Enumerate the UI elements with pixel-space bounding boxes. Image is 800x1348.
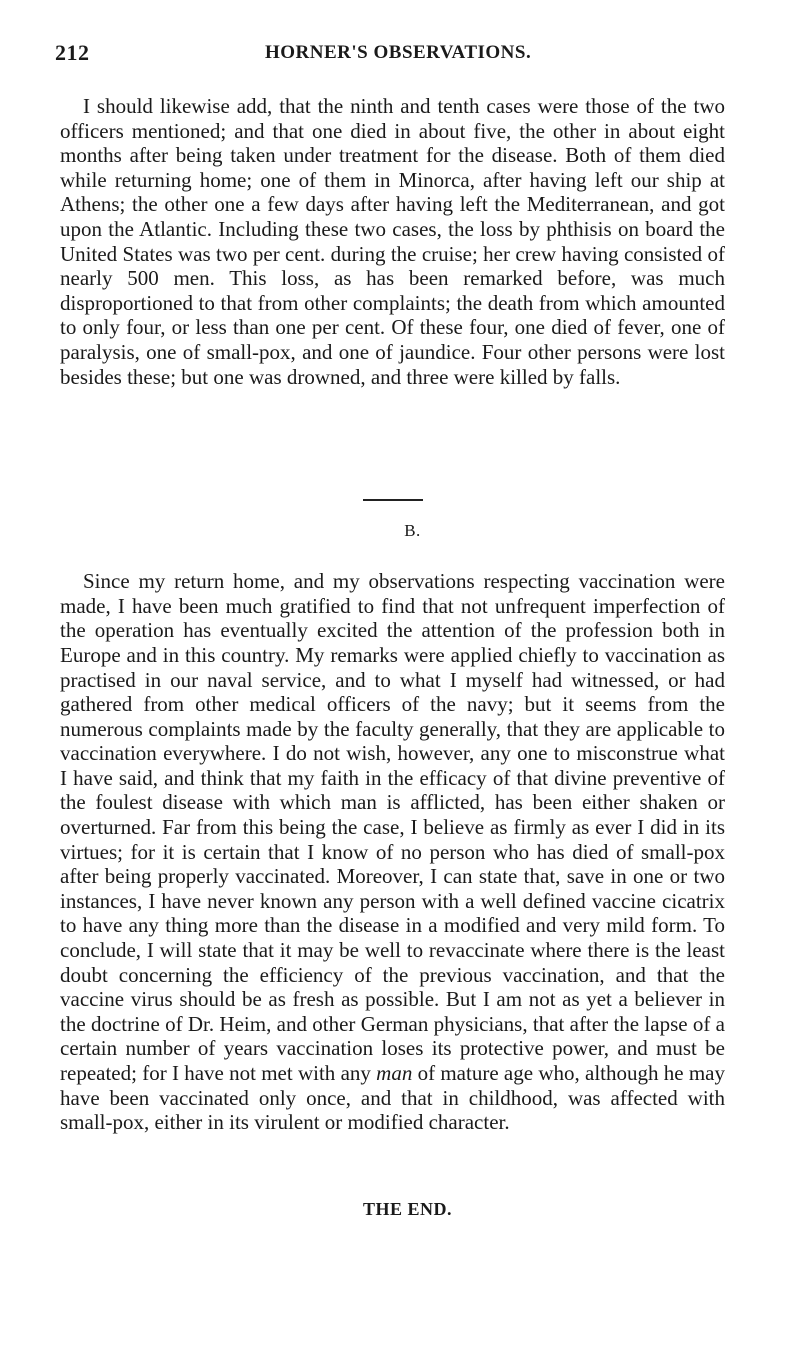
page-number: 212 [55, 40, 90, 65]
book-page [55, 40, 725, 1220]
vaccination-text-part-1: Since my return home, and my observations respecting vaccination were made, I have been much gratified to find that not unfrequent imperfection of the operation has eventually excited the attention of the profession both in Europe and in this country. My remarks were applied chiefly to vaccination as practised in our naval service, and to what I myself had witnessed, or had gathered from other medical officers of the navy; but it seems from the numerous complaints made by the faculty generally, that they are applicable to vaccination everywhere. I do not wish, however, any one to misconstrue what I have said, and think that my faith in the efficacy of that divine preventive of the foulest disease with which man is afflicted, has been either shaken or overturned. Far from this being the case, I believe as firmly as ever I did in its virtues; for it is certain that I know of no person who has died of small-pox after being properly vaccinated. Moreover, I can state that, save in one or two instances, I have never known any person with a well defined vaccine cicatrix to have any thing more than the disease in a modified and very mild form. To conclude, I will state that it may be well to revaccinate where there is the least doubt concerning the efficiency of the previous vaccination, and that the vaccine virus should be as fresh as possible. But I am not as yet a believer in the doctrine of Dr. Heim, and other German physicians, that after the lapse of a certain number of years vaccination loses its protective power, and must be repeated; for I have not met with any [60, 569, 725, 1085]
running-head [55, 40, 725, 74]
paragraph-phthisis-losses: I should likewise add, that the ninth and tenth cases were those of the two officers mentioned; and that one died in about five, the other in about eight months after being taken under treatment for the disease. Both of them died while returning home; one of them in Minorca, after having left our ship at Athens; the other one a few days after having left the Mediterranean, and got upon the Atlantic. Including these two cases, the loss by phthisis on board the United States was two per cent. during the cruise; her crew having consisted of nearly 500 men. This loss, as has been remarked before, was much disproportioned to that from other complaints; the death from which amounted to only four, or less than one per cent. Of these four, one died of fever, one of paralysis, one of small-pox, and one of jaundice. Four other persons were lost besides these; but one was drowned, and three were killed by falls. [60, 94, 725, 389]
section-divider [363, 499, 423, 501]
closing-the-end: THE END. [362, 1198, 453, 1219]
vaccination-text-part-2: of mature age who, although he may have been vaccinated only once, and that in childhood, was affected with small-pox, either in its virulent or modified character. [60, 1061, 725, 1135]
section-label: B. [404, 521, 421, 541]
running-title: HORNER'S OBSERVATIONS. [265, 42, 532, 63]
emphasis-man: man [376, 1061, 413, 1085]
paragraph-vaccination [60, 569, 725, 1135]
